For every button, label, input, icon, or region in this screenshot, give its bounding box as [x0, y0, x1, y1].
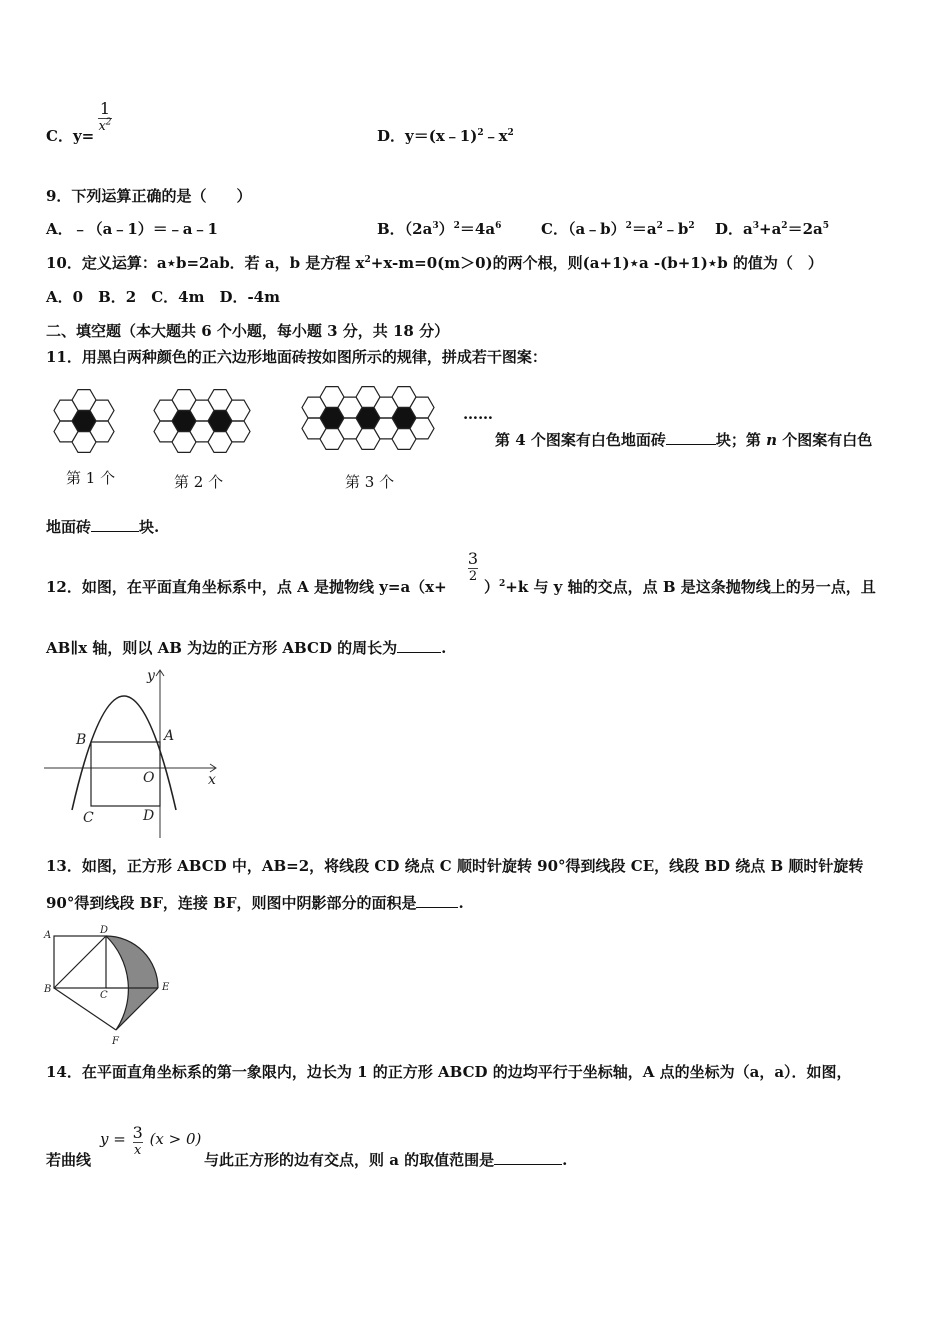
pattern-1	[54, 390, 114, 453]
q12-blank[interactable]	[397, 638, 441, 653]
svg-text:C: C	[100, 990, 108, 1001]
pattern-2-label: 第 2 个	[174, 473, 224, 491]
q11-ellipsis: ……	[463, 405, 493, 423]
q9-option-a: A．﹣（a﹣1）＝﹣a﹣1	[46, 220, 218, 238]
q8-option-c: C．y=	[46, 127, 95, 145]
q11-blank-2[interactable]	[91, 517, 139, 532]
q12-parabola-figure	[44, 664, 224, 840]
svg-text:B: B	[76, 732, 87, 748]
svg-text:E: E	[162, 982, 170, 993]
q9-option-d: D．$a^3+a^2=2a^5$	[715, 220, 829, 238]
svg-text:C: C	[83, 810, 94, 826]
q14-line2-post: 与此正方形的边有交点，则 a 的取值范围是 .	[204, 1151, 568, 1169]
q9-option-b: B．$(2a^3)^2=4a^6$	[377, 220, 502, 238]
q12-line1-post: ）$^2$+k 与 y 轴的交点，点 B 是这条抛物线上的另一点，且	[484, 578, 876, 596]
q8-option-c-fraction: $\frac{1}{x^2}$	[98, 99, 112, 134]
q9-option-c: C．$(a﹣b)^2=a^2﹣b^2$	[541, 220, 695, 238]
q11-hexagon-patterns	[40, 376, 460, 496]
q13-blank[interactable]	[416, 893, 458, 908]
section-heading: 二、填空题（本大题共 6 个小题，每小题 3 分，共 18 分）	[46, 322, 450, 340]
q13-line1: 13．如图，正方形 ABCD 中，AB=2，将线段 CD 绕点 C 顺时针旋转 90°得到线段 CE，线段 BD 绕点 B 顺时针旋转	[46, 857, 864, 875]
svg-text:A: A	[44, 930, 52, 941]
svg-text:x: x	[208, 772, 216, 788]
q12-fraction: $\frac{3}{2}$	[467, 549, 479, 584]
pattern-2	[154, 390, 250, 453]
q11-blank-1[interactable]	[666, 430, 716, 445]
q11-text-line1: 第 4 个图案有白色地面砖 块；第 n 个图案有白色	[495, 431, 873, 449]
pattern-3	[302, 387, 434, 450]
q12-line1-pre: 12．如图，在平面直角坐标系中，点 A 是抛物线 y=a（x+	[46, 578, 447, 596]
q11-text-line2: 地面砖 块.	[46, 518, 160, 536]
pattern-1-label: 第 1 个	[66, 469, 116, 487]
q12-line2: AB∥x 轴，则以 AB 为边的正方形 ABCD 的周长为 .	[46, 639, 447, 657]
q11-stem: 11．用黑白两种颜色的正六边形地面砖按如图所示的规律，拼成若干图案：	[46, 348, 547, 366]
q8-option-d: D．$y=(x﹣1)^2﹣x^2$	[377, 127, 514, 145]
svg-text:F: F	[112, 1036, 119, 1047]
pattern-3-label: 第 3 个	[345, 473, 395, 491]
q10-options: A．0 B．2 C．4m D．-4m	[46, 288, 280, 306]
q9-stem: 9．下列运算正确的是（ ）	[46, 187, 252, 205]
q13-square-figure	[42, 924, 182, 1048]
svg-text:D: D	[143, 808, 155, 824]
svg-text:A: A	[164, 728, 175, 744]
q14-equation: y = $\frac{3}{x}$ (x > 0)	[100, 1123, 202, 1158]
q14-blank[interactable]	[494, 1150, 562, 1165]
svg-text:O: O	[143, 770, 155, 786]
svg-text:B: B	[44, 984, 52, 995]
q13-line2: 90°得到线段 BF，连接 BF，则图中阴影部分的面积是 .	[46, 894, 464, 912]
q10-stem: 10．定义运算：a⋆b=2ab．若 a，b 是方程 $x^2+x-m=0(m>0)$的两个根，则(a+1)⋆a -(b+1)⋆b 的值为（ ）	[46, 254, 823, 272]
svg-text:D: D	[100, 925, 109, 936]
svg-text:y: y	[147, 668, 155, 684]
q14-line2-pre: 若曲线	[46, 1151, 92, 1169]
q14-line1: 14．在平面直角坐标系的第一象限内，边长为 1 的正方形 ABCD 的边均平行于坐标轴，A 点的坐标为（a，a）．如图，	[46, 1063, 852, 1081]
